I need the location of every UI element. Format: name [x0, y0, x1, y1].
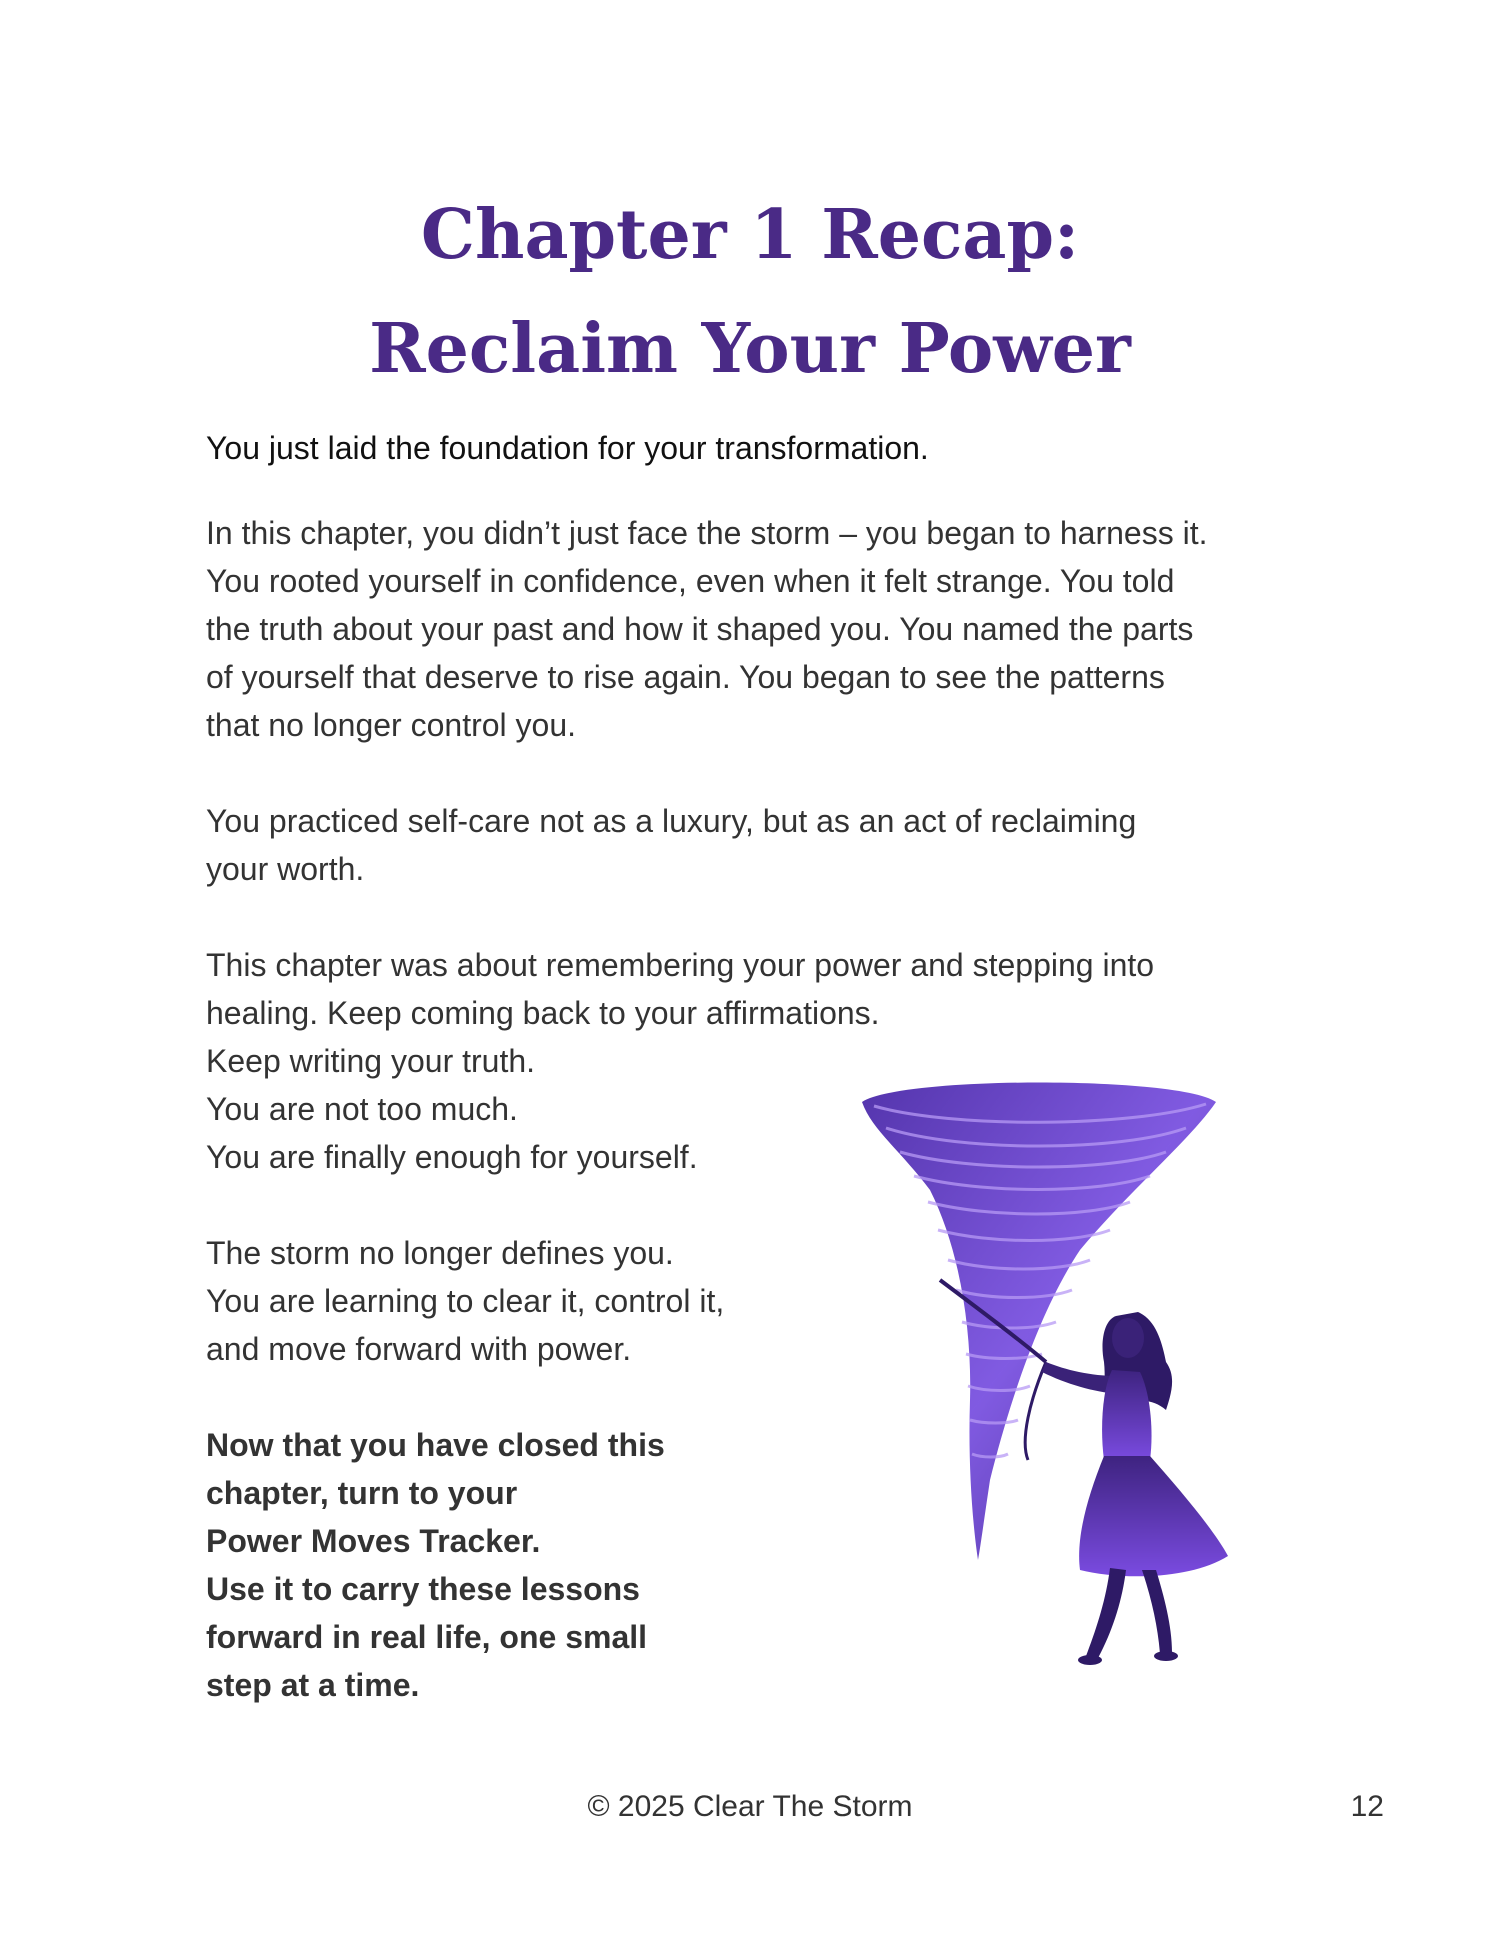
paragraph-3-line: This chapter was about remembering your power and stepping into: [206, 947, 1155, 983]
paragraph-4-line: The storm no longer defines you.: [206, 1235, 674, 1271]
call-to-action-line: step at a time.: [206, 1667, 420, 1703]
paragraph-3-line: Keep writing your truth.: [206, 1043, 536, 1079]
woman-figure: [1042, 1312, 1228, 1665]
paragraph-2: [206, 797, 1316, 893]
paragraph-4: [206, 1229, 826, 1373]
page-number: 12: [1350, 1790, 1384, 1823]
paragraph-4-line: and move forward with power.: [206, 1331, 632, 1367]
paragraph-1-line: that no longer control you.: [206, 707, 577, 743]
call-to-action-line: Power Moves Tracker.: [206, 1523, 541, 1559]
paragraph-1-line: of yourself that deserve to rise again. You began to see the patterns: [206, 659, 1165, 695]
call-to-action-line: Now that you have closed this: [206, 1427, 665, 1463]
page-title-line-2: Reclaim Your Power: [369, 309, 1131, 389]
call-to-action-line: chapter, turn to your: [206, 1475, 518, 1511]
footer-copyright: © 2025 Clear The Storm: [587, 1790, 913, 1823]
paragraph-2-line: your worth.: [206, 851, 365, 887]
call-to-action-line: forward in real life, one small: [206, 1619, 648, 1655]
paragraph-1-line: the truth about your past and how it shaped you. You named the parts: [206, 611, 1194, 647]
paragraph-3-line: You are finally enough for yourself.: [206, 1139, 698, 1175]
paragraph-3-line: You are not too much.: [206, 1091, 518, 1127]
paragraph-1-line: In this chapter, you didn’t just face the storm – you began to harness it.: [206, 515, 1208, 551]
paragraph-1-line: You rooted yourself in confidence, even when it felt strange. You told: [206, 563, 1175, 599]
woman-holding-tornado-icon: [860, 1080, 1270, 1680]
paragraph-3-line: healing. Keep coming back to your affirmations.: [206, 995, 880, 1031]
call-to-action-line: Use it to carry these lessons: [206, 1571, 640, 1607]
paragraph-4-line: You are learning to clear it, control it,: [206, 1283, 725, 1319]
paragraph-2-line: You practiced self-care not as a luxury, but as an act of reclaiming: [206, 803, 1137, 839]
page-title-line-1: Chapter 1 Recap:: [420, 195, 1080, 275]
page-title: [0, 178, 1500, 406]
call-to-action-paragraph: [206, 1421, 766, 1709]
intro-text: You just laid the foundation for your transformation.: [206, 430, 929, 466]
paragraph-1: [206, 509, 1316, 749]
